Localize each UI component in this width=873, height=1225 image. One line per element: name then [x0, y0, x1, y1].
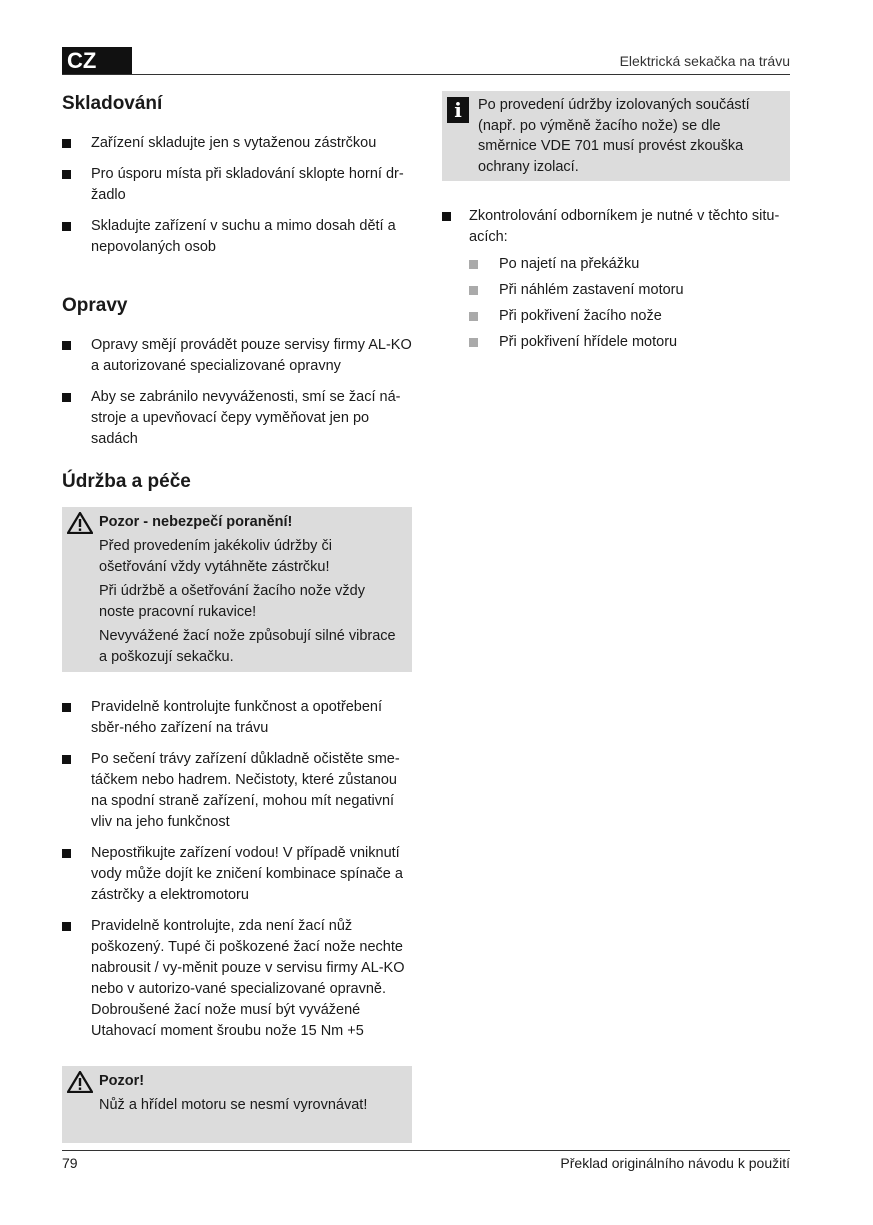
expert-check-sublist	[469, 254, 790, 353]
list-item: Skladujte zařízení v suchu a mimo dosah dětí a nepovolaných osob	[62, 216, 412, 258]
footer-divider	[62, 1150, 790, 1151]
warning-line: Nůž a hřídel motoru se nesmí vyrovnávat!	[99, 1097, 368, 1113]
warning-title: Pozor!	[99, 1073, 145, 1089]
warning-box-shaft	[62, 1066, 412, 1143]
list-item	[62, 916, 412, 1042]
warning-triangle-icon	[67, 512, 93, 534]
warning-line: Při údržbě a ošetřování žacího nože vždy noste pracovní rukavice!	[99, 583, 365, 620]
sub-list-item: Po najetí na překážku	[469, 254, 790, 275]
list-item: Pravidelně kontrolujte funkčnost a opotřebení sběr-ného zařízení na trávu	[62, 697, 412, 739]
warning-line: Před provedením jakékoliv údržby či ošetřování vždy vytáhněte zástrčku!	[99, 538, 332, 575]
info-box	[442, 91, 790, 181]
blade-check-text: Pravidelně kontrolujte, zda není žací nůž poškozený. Tupé či poškozené žací nože nechte nabrousit / vy-měnit pouze v servisu firmy AL-KO nebo v autorizo-vané specializované opravně. Dobroušené žací nože musí být vyvážené	[91, 918, 405, 1018]
repairs-heading: Opravy	[62, 295, 128, 316]
list-item: Aby se zabránilo nevyváženosti, smí se žací ná-stroje a upevňovací čepy vyměňovat jen po sadách	[62, 387, 412, 450]
right-column	[442, 88, 790, 363]
sub-list-item: Při pokřivení hřídele motoru	[469, 332, 790, 353]
warning-box-injury	[62, 507, 412, 672]
warning-title: Pozor - nebezpečí poranění!	[99, 514, 293, 530]
page-number: 79	[62, 1155, 78, 1171]
warning-triangle-icon	[67, 1071, 93, 1093]
document-title: Elektrická sekačka na trávu	[619, 53, 790, 69]
expert-check-list	[442, 206, 790, 353]
storage-heading: Skladování	[62, 93, 163, 114]
sub-list-item: Při pokřivení žacího nože	[469, 306, 790, 327]
left-column	[62, 88, 412, 1143]
expert-check-text: Zkontrolování odborníkem je nutné v těchto situ-acích:	[469, 208, 780, 245]
storage-list	[62, 133, 412, 258]
maintenance-list	[62, 697, 412, 1042]
list-item: Opravy smějí provádět pouze servisy firmy AL-KO a autorizované specializované opravny	[62, 335, 412, 377]
repairs-list	[62, 335, 412, 450]
list-item: Pro úsporu místa při skladování sklopte horní dr-žadlo	[62, 164, 412, 206]
info-icon: i	[447, 97, 469, 123]
warning-line: Nevyvážené žací nože způsobují silné vibrace a poškozují sekačku.	[99, 628, 396, 665]
list-item: Zařízení skladujte jen s vytaženou zástrčkou	[62, 133, 412, 154]
info-text: Po provedení údržby izolovaných součástí (např. po výměně žacího nože) se dle směrnice VDE 701 musí provést zkouška ochrany izolací.	[478, 97, 750, 175]
maintenance-heading: Údržba a péče	[62, 471, 191, 492]
sub-list-item: Při náhlém zastavení motoru	[469, 280, 790, 301]
footer-text: Překlad originálního návodu k použití	[560, 1155, 790, 1171]
header-divider	[62, 74, 790, 75]
list-item	[442, 206, 790, 353]
language-badge: CZ	[62, 47, 132, 75]
list-item: Po sečení trávy zařízení důkladně očistěte sme-táčkem nebo hadrem. Nečistoty, které zůstanou na spodní straně zařízení, mohou mít negativní vliv na jeho funkčnost	[62, 749, 412, 833]
torque-note: Utahovací moment šroubu nože 15 Nm +5	[91, 1023, 364, 1039]
list-item: Nepostřikujte zařízení vodou! V případě vniknutí vody může dojít ke zničení kombinace spínače a zástrčky a elektromotoru	[62, 843, 412, 906]
